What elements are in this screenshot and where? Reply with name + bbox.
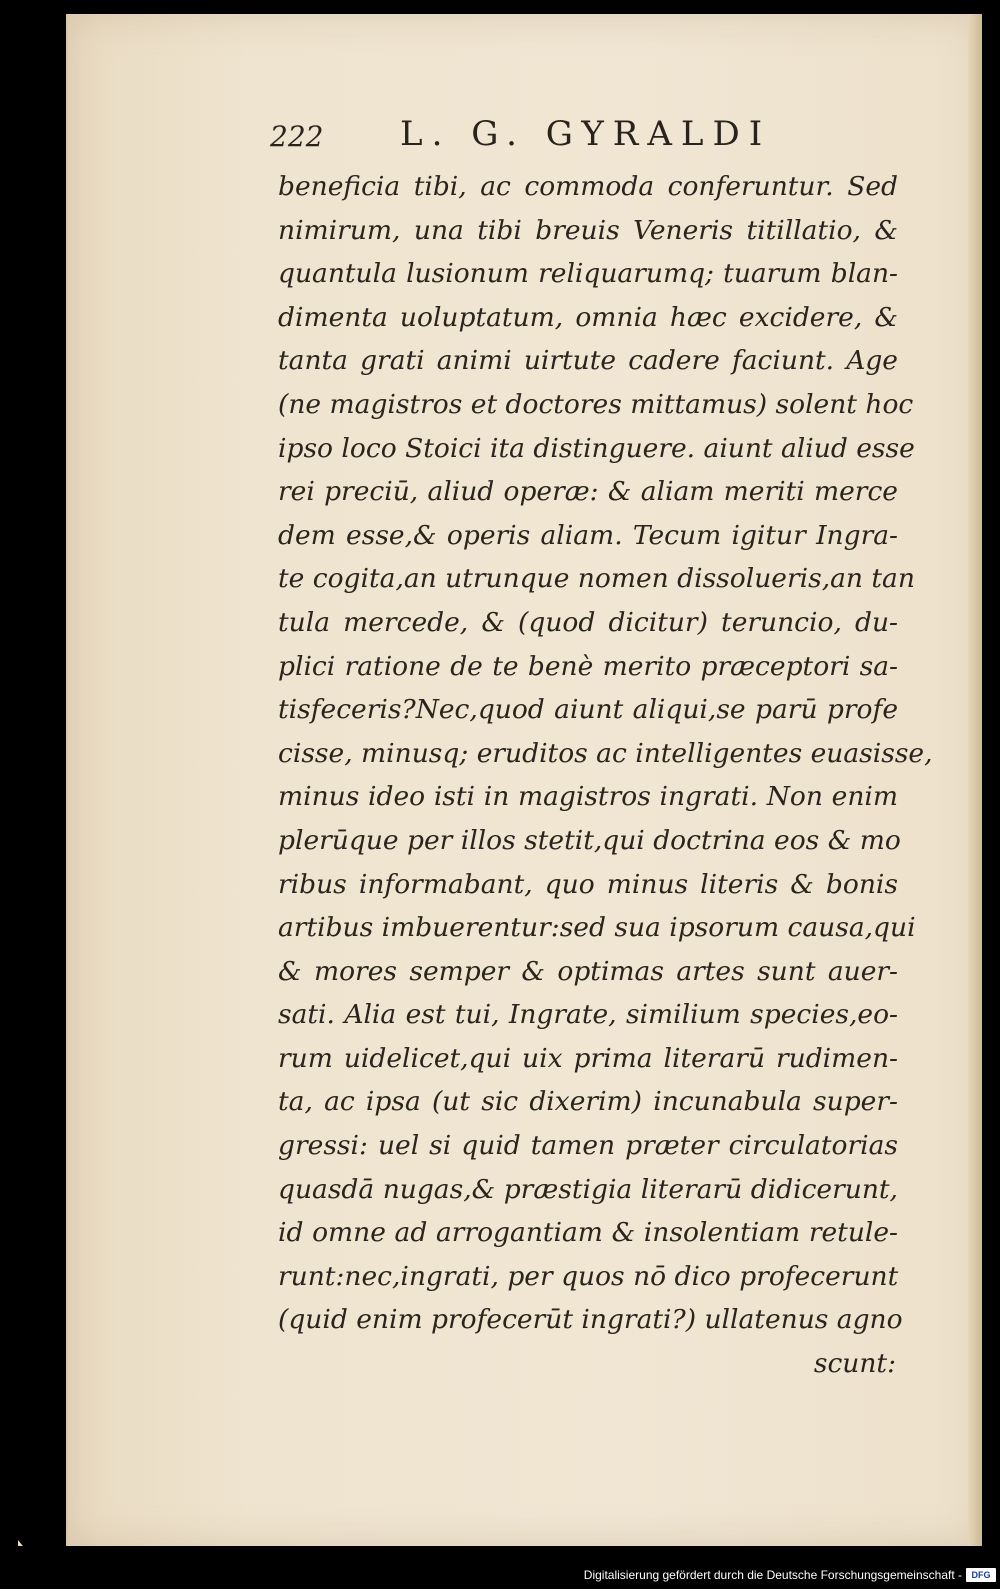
text-line: sati. Alia est tui, Ingrate, similium species,eo-	[278, 999, 898, 1031]
text-line: gressi: uel si quid tamen præter circulatorias	[278, 1130, 898, 1162]
page-edge	[968, 14, 982, 1546]
text-line: id omne ad arrogantiam & insolentiam retule-	[278, 1217, 898, 1249]
text-line: tisfeceris?Nec,quod aiunt aliqui,se parū profe	[278, 694, 898, 726]
text-line: quasdā nugas,& præstigia literarū didicerunt,	[278, 1173, 898, 1205]
text-line: artibus imbuerentur:sed sua ipsorum causa,qui	[278, 912, 916, 944]
running-head	[270, 110, 870, 160]
scan-left-margin	[0, 0, 66, 1589]
text-line: nimirum, una tibi breuis Veneris titillatio, &	[278, 214, 898, 246]
text-line: dimenta uoluptatum, omnia hæc excidere, &	[278, 301, 898, 333]
text-line: (quid enim profecerūt ingrati?) ullatenus agno	[278, 1304, 903, 1336]
text-line: beneficia tibi, ac commoda conferuntur. Sed	[278, 171, 898, 202]
text-line: ribus informabant, quo minus literis & bonis	[278, 868, 898, 900]
text-line: te cogita,an utrunque nomen dissolueris,an tan	[278, 563, 915, 595]
text-line: dem esse,& operis aliam. Tecum igitur Ingra-	[278, 519, 898, 551]
text-line: (ne magistros et doctores mittamus) solent hoc	[278, 388, 914, 420]
text-line: quantula lusionum reliquarumq; tuarum blan-	[278, 258, 898, 290]
body-text	[278, 165, 933, 1386]
running-head-title: L. G. GYRALDI	[400, 114, 772, 154]
text-line: runt:nec,ingrati, per quos nō dico profecerunt	[278, 1260, 899, 1292]
text-line: rum uidelicet,qui uix prima literarū rudimen-	[278, 1042, 898, 1074]
text-line: rei preciū, aliud operæ: & aliam meriti merce	[278, 476, 898, 508]
text-line: ta, ac ipsa (ut sic dixerim) incunabula super-	[278, 1086, 898, 1118]
text-line: cisse, minusq; eruditos ac intelligentes euasisse,	[278, 737, 933, 769]
text-line: tanta grati animi uirtute cadere faciunt. Age	[278, 345, 898, 377]
text-line: ipso loco Stoici ita distinguere. aiunt aliud esse	[278, 432, 915, 464]
text-line: minus ideo isti in magistros ingrati. Non enim	[278, 781, 898, 813]
digitization-credit	[584, 1565, 996, 1585]
text-line: tula mercede, & (quod dicitur) teruncio, du-	[278, 606, 898, 638]
text-line: plerūque per illos stetit,qui doctrina eos & mo	[278, 824, 901, 856]
credit-text: Digitalisierung gefördert durch die Deutsche Forschungsgemeinschaft -	[583, 1568, 962, 1582]
page-number: 222	[270, 120, 324, 153]
catchword: scunt:	[813, 1348, 896, 1380]
text-line: plici ratione de te benè merito præceptori sa-	[278, 650, 898, 682]
dfg-logo-icon: DFG	[966, 1568, 996, 1582]
text-line: & mores semper & optimas artes sunt auer-	[278, 955, 898, 987]
scan-footer-bar	[0, 1546, 1000, 1589]
